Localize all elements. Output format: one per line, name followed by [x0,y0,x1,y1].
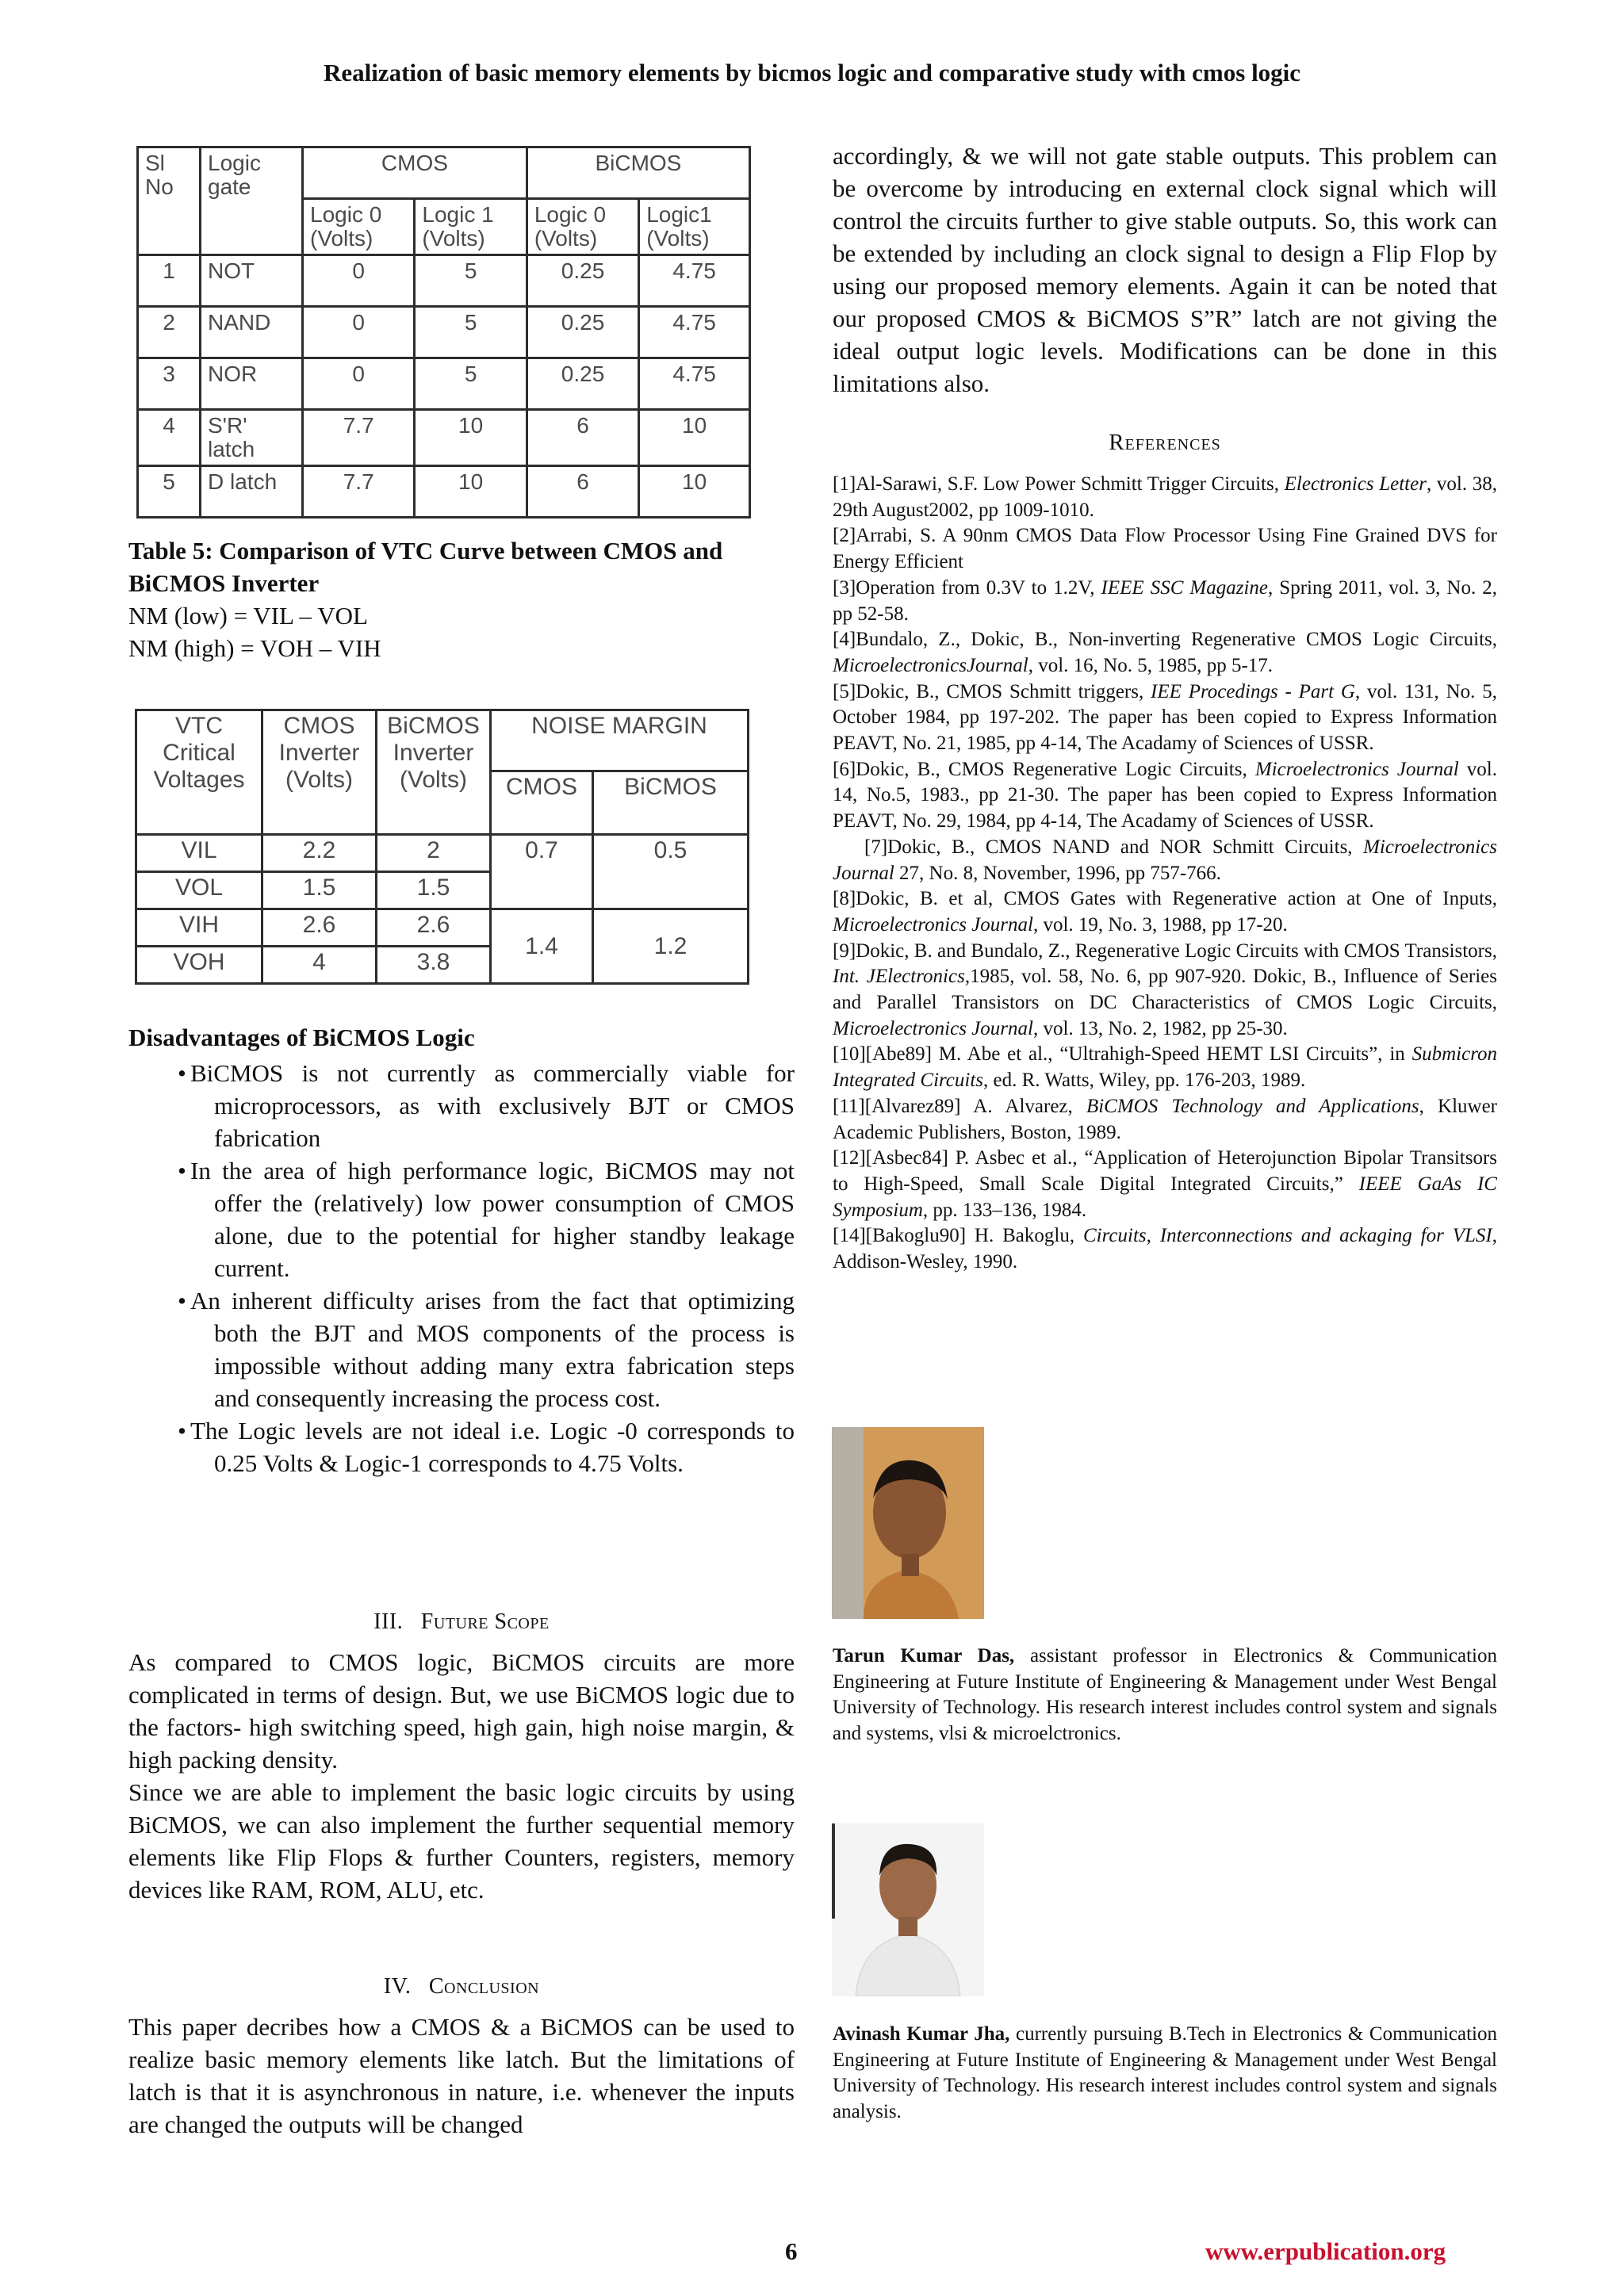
ref-text: [12][Asbec84] P. Asbec et al., “Application of Heterojunction Bipolar Transitsors to High-Speed, Small Scale Digital Integrated Circuits,” [833,1147,1497,1195]
logic-levels-table [136,146,751,519]
list-item [128,1414,795,1479]
disadvantages-list [128,1057,795,1479]
future-scope-section [128,1609,795,1906]
list-item-text: BiCMOS is not currently as commercially viable for microprocessors, as with exclusively BJT or CMOS fabrication [190,1059,795,1152]
table-row [138,466,750,518]
cell-bicmos-l1: 4.75 [639,255,750,307]
list-item [128,1057,795,1154]
ref-text: [3]Operation from 0.3V to 1.2V, [833,576,1101,599]
table-header-row [136,710,749,771]
ref-italic: Submicron Integrated Circuits [833,1043,1497,1092]
reference-item [833,1146,1497,1223]
ref-italic: Microelectronics Journal [833,913,1033,936]
page-number: 6 [785,2237,798,2265]
header-bicmos-logic1: Logic1 (Volts) [639,199,750,255]
cell-label: VOL [136,872,262,909]
cell-cmos: 4 [262,947,377,984]
header-vtc: VTC Critical Voltages [136,710,262,835]
ref-italic: IEEE GaAs IC Symposium [833,1173,1497,1221]
conclusion-section [128,1974,795,2141]
author-photo-tarun [832,1427,984,1619]
bullet-icon: • [178,1059,186,1087]
table-row [136,909,749,947]
cell-bicmos-l1: 10 [639,466,750,518]
list-item [128,1154,795,1284]
list-item-text: In the area of high performance logic, BiCMOS may not offer the (relatively) low power consumption of CMOS alone, due to the potential for higher standby leakage current. [190,1157,795,1282]
author-bio-text: currently pursuing B.Tech in Electronics & Communication Engineering at Future Institute of Engineering & Management under West Bengal University of Technology. His research interest includes control system and signals analysis. [833,2023,1497,2123]
future-scope-paragraph-1: As compared to CMOS logic, BiCMOS circuits are more complicated in terms of design. But, we use BiCMOS logic due to the factors- high switching speed, high gain, high noise margin, & high packing density. [128,1648,795,1774]
cell-label: VOH [136,947,262,984]
ref-text: [11][Alvarez89] A. Alvarez, [833,1095,1086,1117]
header-bicmos-logic0: Logic 0 (Volts) [527,199,638,255]
cell-bicmos-l0: 0.25 [527,358,638,410]
ref-italic: IEE Procedings - Part G [1151,680,1355,702]
header-nm-bicmos: BiCMOS [593,771,749,835]
cell-bicmos-l0: 0.25 [527,307,638,358]
reference-item [833,576,1497,627]
cell-cmos-l0: 0 [303,307,415,358]
page-header-title: Realization of basic memory elements by bicmos logic and comparative study with cmos logic [323,59,1301,86]
header-nm-cmos: CMOS [491,771,593,835]
future-scope-paragraph-2: Since we are able to implement the basic logic circuits by using BiCMOS, we can also implement the further sequential memory elements like Flip Flops & further Counters, registers, memory devices like RAM, ROM, ALU, etc. [128,1778,795,1904]
ref-text: , vol. 38, 29th August2002, pp 1009-1010. [833,473,1497,521]
ref-text: [10][Abe89] M. Abe et al., “Ultrahigh-Speed HEMT LSI Circuits”, in [833,1043,1412,1066]
ref-text: , vol. 13, No. 2, 1982, pp 25-30. [1032,1017,1288,1039]
ref-text: , Spring 2011, vol. 3, No. 2, pp 52-58. [833,576,1497,625]
ref-text: , pp. 133–136, 1984. [922,1199,1087,1221]
cell-sl: 2 [138,307,201,358]
section-number: III. [373,1609,404,1634]
cell-bicmos: 2 [377,835,491,872]
cell-cmos-l0: 7.7 [303,466,415,518]
cell-nm-high-bicmos: 1.2 [593,909,749,984]
cell-sl: 5 [138,466,201,518]
cell-label: VIH [136,909,262,947]
cell-sl: 4 [138,410,201,466]
disadvantages-section [128,1024,795,1479]
reference-item [833,679,1497,757]
cell-cmos-l1: 10 [415,466,527,518]
cell-cmos-l1: 5 [415,255,527,307]
reference-item [833,886,1497,938]
author-name: Tarun Kumar Das, [833,1645,1015,1667]
ref-italic: IEEE SSC Magazine [1101,576,1269,599]
ref-text: vol. 14, No.5, 1983., pp 21-30. The paper has been copied to Express Information PEAVT, No. 29, 1984, pp 4-14, The Acadamy of Sciences of USSR. [833,758,1497,832]
conclusion-paragraph: This paper decribes how a CMOS & a BiCMOS can be used to realize basic memory elements like latch. But the limitations of latch is that it is asynchronous in nature, i.e. whenever the inputs are changed the outputs will be changed [128,2013,795,2138]
publisher-url[interactable]: www.erpublication.org [1205,2237,1446,2265]
table5-title: Table 5: Comparison of VTC Curve between CMOS and BiCMOS Inverter [128,537,723,597]
cell-bicmos-l1: 10 [639,410,750,466]
bullet-icon: • [178,1417,186,1445]
ref-text: , vol. 19, No. 3, 1988, pp 17-20. [1032,913,1288,936]
cell-label: VIL [136,835,262,872]
ref-text: [8]Dokic, B. et al, CMOS Gates with Regenerative action at One of Inputs, [833,888,1497,910]
header-bicmos-inverter: BiCMOS Inverter (Volts) [377,710,491,835]
header-cmos-logic0: Logic 0 (Volts) [303,199,415,255]
ref-text: [5]Dokic, B., CMOS Schmitt triggers, [833,680,1151,702]
ref-text: , Kluwer Academic Publishers, Boston, 1989. [833,1095,1497,1143]
author-bio-text: assistant professor in Electronics & Communication Engineering at Future Institute of Engineering & Management under West Bengal University of Technology. His research interest includes control system and signals and systems, vlsi & microelctronics. [833,1645,1498,1745]
author-bio-tarun [833,1644,1497,1747]
cell-nm-high-cmos: 1.4 [491,909,593,984]
ref-italic: BiCMOS Technology and Applications [1086,1095,1419,1117]
portrait-image-icon [832,1427,984,1619]
ref-text: [9]Dokic, B. and Bundalo, Z., Regenerative Logic Circuits with CMOS Transistors, [833,939,1497,962]
author-bio-avinash [833,2022,1497,2126]
table-row [138,307,750,358]
bullet-icon: • [178,1287,186,1314]
list-item-text: The Logic levels are not ideal i.e. Logic -0 corresponds to 0.25 Volts & Logic-1 corresponds to 4.75 Volts. [190,1417,795,1477]
table-header-row [138,147,750,199]
reference-item [833,757,1497,835]
ref-text: , ed. R. Watts, Wiley, pp. 176-203, 1989. [983,1070,1306,1092]
ref-italic: Microelectronics Journal [1254,758,1459,780]
table-row [138,358,750,410]
ref-text: [4]Bundalo, Z., Dokic, B., Non-inverting Regenerative CMOS Logic Circuits, [833,629,1497,651]
cell-cmos-l1: 5 [415,358,527,410]
ref-text: [14][Bakoglu90] H. Bakoglu, [833,1225,1083,1247]
cell-sl: 3 [138,358,201,410]
reference-item [833,939,1497,1043]
cell-cmos-l1: 10 [415,410,527,466]
ref-text: [2]Arrabi, S. A 90nm CMOS Data Flow Processor Using Fine Grained DVS for Energy Efficient [833,525,1497,573]
bullet-icon: • [178,1157,186,1184]
portrait-image-icon [832,1823,984,1996]
cell-cmos-l1: 5 [415,307,527,358]
ref-italic: Circuits, Interconnections and ackaging for VLSI [1082,1225,1492,1247]
ref-text: 27, No. 8, November, 1996, pp 757-766. [894,862,1221,884]
header-noise-margin: NOISE MARGIN [491,710,749,771]
table-row [138,410,750,466]
references-section [833,430,1497,1276]
ref-text: [6]Dokic, B., CMOS Regenerative Logic Circuits, [833,758,1255,780]
cell-cmos-l0: 0 [303,255,415,307]
cell-cmos-l0: 7.7 [303,410,415,466]
ref-italic: Microelectronics Journal [833,836,1497,884]
cell-cmos-l0: 0 [303,358,415,410]
cell-gate: D latch [201,466,303,518]
ref-italic: Microelectronics Journal [833,1017,1033,1039]
ref-italic: Electronics Letter [1284,473,1427,495]
disadvantages-heading: Disadvantages of BiCMOS Logic [128,1024,475,1051]
header-sl-no: Sl No [138,147,201,255]
reference-item [833,472,1497,523]
cell-nm-low-bicmos: 0.5 [593,835,749,909]
ref-text: , vol. 131, No. 5, October 1984, pp 197-202. The paper has been copied to Express Information PEAVT, No. 21, 1985, pp 4-14, The Acadamy of Sciences of USSR. [833,680,1498,755]
cell-bicmos-l1: 4.75 [639,307,750,358]
ref-italic: MicroelectronicsJournal [833,654,1028,676]
reference-item [833,627,1497,679]
header-cmos: CMOS [303,147,527,199]
ref-text: [7]Dokic, B., CMOS NAND and NOR Schmitt Circuits, [864,836,1364,858]
reference-item [833,523,1497,575]
cell-bicmos-l0: 6 [527,466,638,518]
cell-gate: NAND [201,307,303,358]
author-photo-avinash [832,1823,984,1996]
cell-bicmos: 1.5 [377,872,491,909]
header-logic-gate: Logic gate [201,147,303,255]
cell-gate: NOT [201,255,303,307]
author-name: Avinash Kumar Jha, [833,2023,1010,2045]
ref-text: , vol. 16, No. 5, 1985, pp 5-17. [1028,654,1274,676]
cell-bicmos-l1: 4.75 [639,358,750,410]
cell-cmos: 2.6 [262,909,377,947]
cell-cmos: 2.2 [262,835,377,872]
references-heading: References [1109,430,1221,455]
reference-item [833,835,1497,886]
nm-low-formula: NM (low) = VIL – VOL [128,602,368,629]
header-cmos-logic1: Logic 1 (Volts) [415,199,527,255]
cell-sl: 1 [138,255,201,307]
cell-cmos: 1.5 [262,872,377,909]
table-row [138,255,750,307]
vtc-comparison-table [135,709,749,985]
header-cmos-inverter: CMOS Inverter (Volts) [262,710,377,835]
ref-italic: Int. JElectronics [833,966,965,988]
cell-nm-low-cmos: 0.7 [491,835,593,909]
list-item-text: An inherent difficulty arises from the fact that optimizing both the BJT and MOS components of the process is impossible without adding many extra fabrication steps and consequently increasing the process cost. [190,1287,795,1412]
cell-bicmos: 2.6 [377,909,491,947]
cell-gate: S'R' latch [201,410,303,466]
section-title: Future Scope [420,1609,550,1634]
conclusion-continued-paragraph: accordingly, & we will not gate stable outputs. This problem can be overcome by introducing en external clock signal which will control the circuits further to give stable outputs. So, this work can be extended by including an clock signal to design a Flip Flop by using our proposed memory elements. Again it can be noted that our proposed CMOS & BiCMOS S”R” latch are not giving the ideal output logic levels. Modifications can be done in this limitations also. [833,142,1497,397]
section-title: Conclusion [428,1974,540,1999]
ref-text: ,1985, vol. 58, No. 6, pp 907-920. Dokic, B., Influence of Series and Parallel Transistors on DC Characteristics of CMOS Logic Circuits, [833,966,1498,1014]
conclusion-heading [128,1974,795,1999]
header-bicmos: BiCMOS [527,147,749,199]
ref-text: [1]Al-Sarawi, S.F. Low Power Schmitt Trigger Circuits, [833,473,1285,495]
reference-item [833,1042,1497,1093]
cell-bicmos-l0: 0.25 [527,255,638,307]
future-scope-heading [128,1609,795,1635]
table5-caption [128,534,795,664]
table-row [136,835,749,872]
cell-gate: NOR [201,358,303,410]
nm-high-formula: NM (high) = VOH – VIH [128,634,381,662]
reference-item [833,1094,1497,1146]
cell-bicmos-l0: 6 [527,410,638,466]
ref-text: , Addison-Wesley, 1990. [833,1225,1497,1273]
list-item [128,1284,795,1414]
section-number: IV. [383,1974,412,1999]
cell-bicmos: 3.8 [377,947,491,984]
reference-item [833,1223,1497,1275]
